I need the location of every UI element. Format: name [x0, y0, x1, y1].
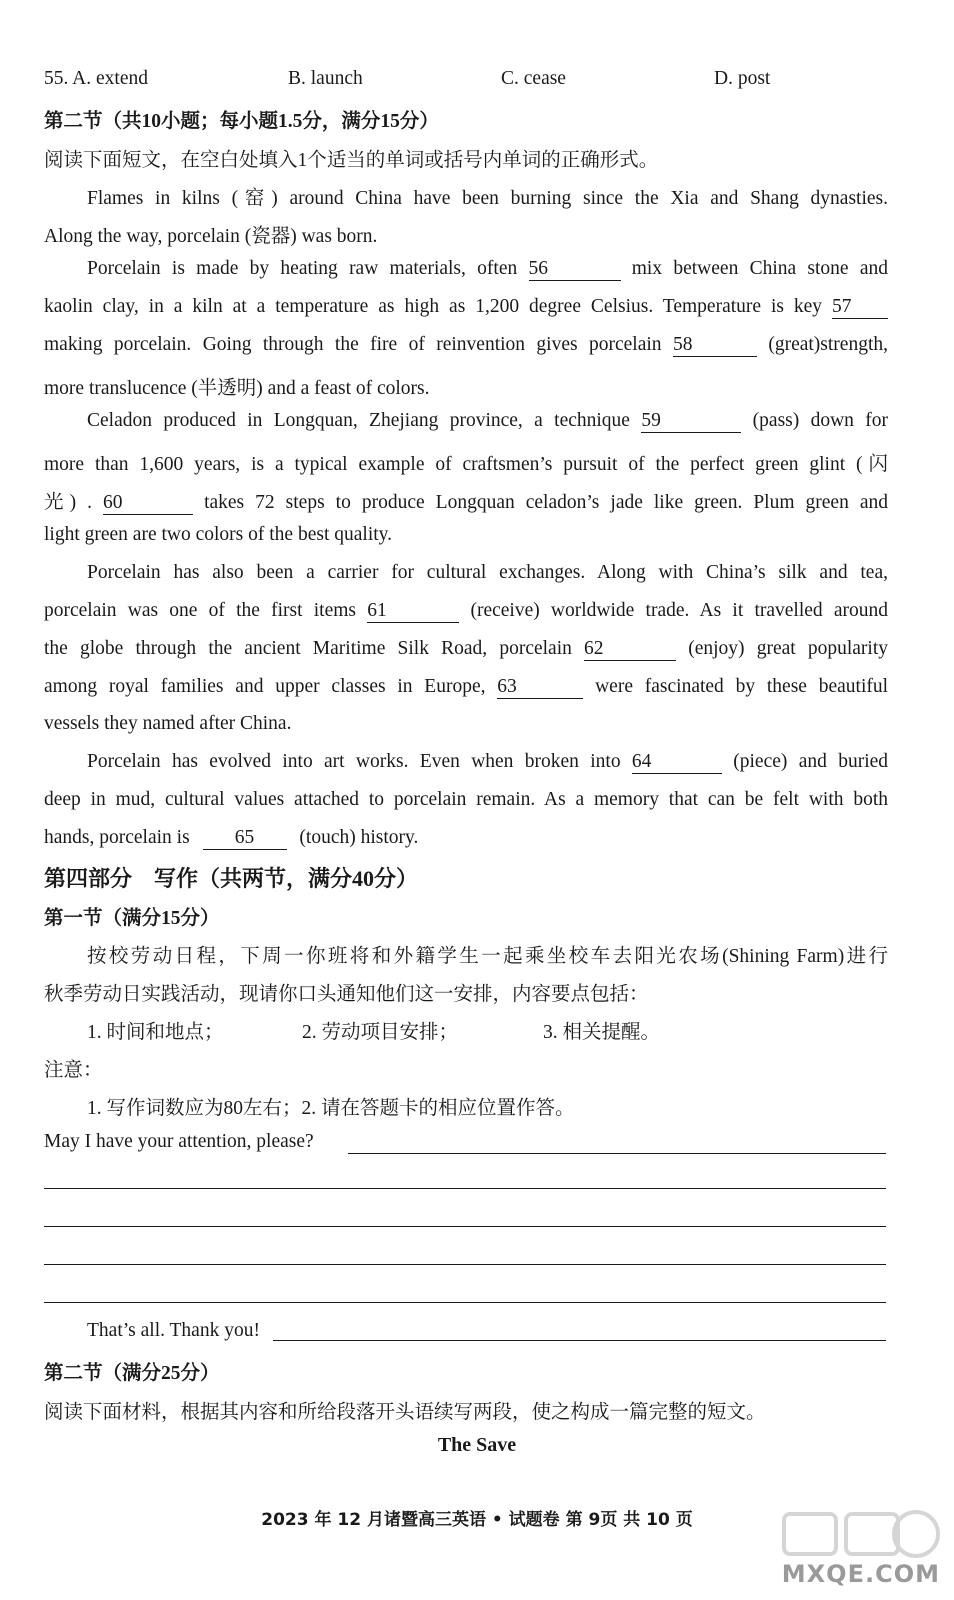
- passage-title: The Save: [437, 1434, 517, 1456]
- text-segment: kaolin clay, in a kiln at a temperature as high as 1,200 degree Celsius. Temperature is key: [44, 296, 823, 317]
- p2-line-3: [44, 334, 888, 357]
- task-point-2: 2. 劳动项目安排；: [302, 1022, 459, 1043]
- blank-61: 61: [367, 600, 459, 623]
- part-4-section-2-heading: 第二节（满分25分）: [44, 1363, 220, 1384]
- p1-line-1: Flames in kilns (窑) around China have been burning since the Xia and Shang dynasties.: [87, 188, 888, 209]
- p4-line-1: Porcelain has also been a carrier for cultural exchanges. Along with China’s silk and tea,: [87, 562, 888, 583]
- text-segment: 光) .: [44, 492, 93, 513]
- text-segment: hands, porcelain is: [44, 827, 190, 848]
- writing-line: [44, 1226, 886, 1227]
- text-segment: (enjoy) great popularity: [688, 638, 888, 659]
- text-segment: Porcelain has evolved into art works. Even when broken into: [87, 751, 621, 772]
- text-segment: Celadon produced in Longquan, Zhejiang province, a technique: [87, 410, 630, 431]
- blank-65: 65: [203, 827, 287, 850]
- blank-59: 59: [641, 410, 741, 433]
- p3-line-3: [44, 486, 888, 515]
- text-segment: among royal families and upper classes in Europe,: [44, 676, 486, 697]
- task-line-2: 秋季劳动日实践活动，现请你口头通知他们这一安排，内容要点包括：: [44, 984, 649, 1005]
- blank-56: 56: [529, 258, 621, 281]
- p1-line-2: Along the way, porcelain (瓷器) was born.: [44, 226, 378, 247]
- text-segment: mix between China stone and: [631, 258, 889, 279]
- section-2-writing-instruction: 阅读下面材料，根据其内容和所给段落开头语续写两段，使之构成一篇完整的短文。: [44, 1402, 766, 1423]
- p2-line-1: [87, 258, 888, 281]
- section-2-heading: 第二节（共10小题；每小题1.5分，满分15分）: [44, 111, 439, 132]
- writing-line: [348, 1153, 886, 1154]
- p4-line-5: vessels they named after China.: [44, 713, 292, 734]
- part-4-heading: 第四部分 写作（共两节，满分40分）: [44, 866, 419, 891]
- writing-line: [44, 1264, 886, 1265]
- text-segment: the globe through the ancient Maritime Silk Road, porcelain: [44, 638, 572, 659]
- p3-line-4: light green are two colors of the best quality.: [44, 524, 393, 545]
- note-items: 1. 写作词数应为80左右；2. 请在答题卡的相应位置作答。: [87, 1098, 575, 1119]
- writing-line: [44, 1302, 886, 1303]
- writing-opening: May I have your attention, please?: [44, 1131, 314, 1152]
- blank-63: 63: [497, 676, 583, 699]
- section-2-instruction: 阅读下面短文，在空白处填入1个适当的单词或括号内单词的正确形式。: [44, 150, 659, 171]
- p5-line-2: deep in mud, cultural values attached to porcelain remain. As a memory that can be felt with both: [44, 789, 888, 810]
- p3-line-2: more than 1,600 years, is a typical example of craftsmen’s pursuit of the perfect green glint (闪: [44, 454, 888, 475]
- p4-line-2: [44, 600, 888, 623]
- writing-line: [273, 1340, 886, 1341]
- part-4-section-1-heading: 第一节（满分15分）: [44, 908, 220, 929]
- text-segment: making porcelain. Going through the fire of reinvention gives porcelain: [44, 334, 662, 355]
- watermark-text: MXQE.COM: [781, 1560, 940, 1588]
- text-segment: Porcelain is made by heating raw materials, often: [87, 258, 518, 279]
- task-point-3: 3. 相关提醒。: [543, 1022, 661, 1043]
- blank-62: 62: [584, 638, 676, 661]
- text-segment: (piece) and buried: [733, 751, 889, 772]
- blank-64: 64: [632, 751, 722, 774]
- q55-option-a: 55. A. extend: [44, 68, 148, 89]
- text-segment: (receive) worldwide trade. As it travelled around: [470, 600, 889, 621]
- q55-option-b: B. launch: [288, 68, 363, 89]
- text-segment: (great)strength,: [768, 334, 889, 355]
- text-segment: (pass) down for: [752, 410, 889, 431]
- writing-line: [44, 1188, 886, 1189]
- p4-line-3: [44, 638, 888, 661]
- text-segment: takes 72 steps to produce Longquan celadon’s jade like green. Plum green and: [204, 492, 889, 513]
- p4-line-4: [44, 676, 888, 699]
- p2-line-2: [44, 296, 888, 319]
- p3-line-1: [87, 410, 888, 433]
- text-segment: porcelain was one of the first items: [44, 600, 357, 621]
- q55-option-c: C. cease: [501, 68, 566, 89]
- task-line-1: 按校劳动日程，下周一你班将和外籍学生一起乘坐校车去阳光农场(Shining Farm)进行: [87, 946, 888, 967]
- q55-option-d: D. post: [714, 68, 771, 89]
- writing-closing: That’s all. Thank you!: [87, 1320, 260, 1341]
- blank-60: 60: [103, 492, 193, 515]
- note-label: 注意：: [44, 1060, 103, 1081]
- blank-58: 58: [673, 334, 757, 357]
- p2-line-4: more translucence (半透明) and a feast of colors.: [44, 378, 430, 399]
- p5-line-1: [87, 751, 888, 774]
- blank-57: 57: [832, 296, 888, 319]
- text-segment: (touch) history.: [299, 827, 419, 848]
- p5-line-3: [44, 827, 888, 850]
- text-segment: were fascinated by these beautiful: [595, 676, 889, 697]
- task-point-1: 1. 时间和地点；: [87, 1022, 224, 1043]
- page-footer: 2023 年 12 月诸暨高三英语 • 试题卷 第 9页 共 10 页: [261, 1510, 693, 1530]
